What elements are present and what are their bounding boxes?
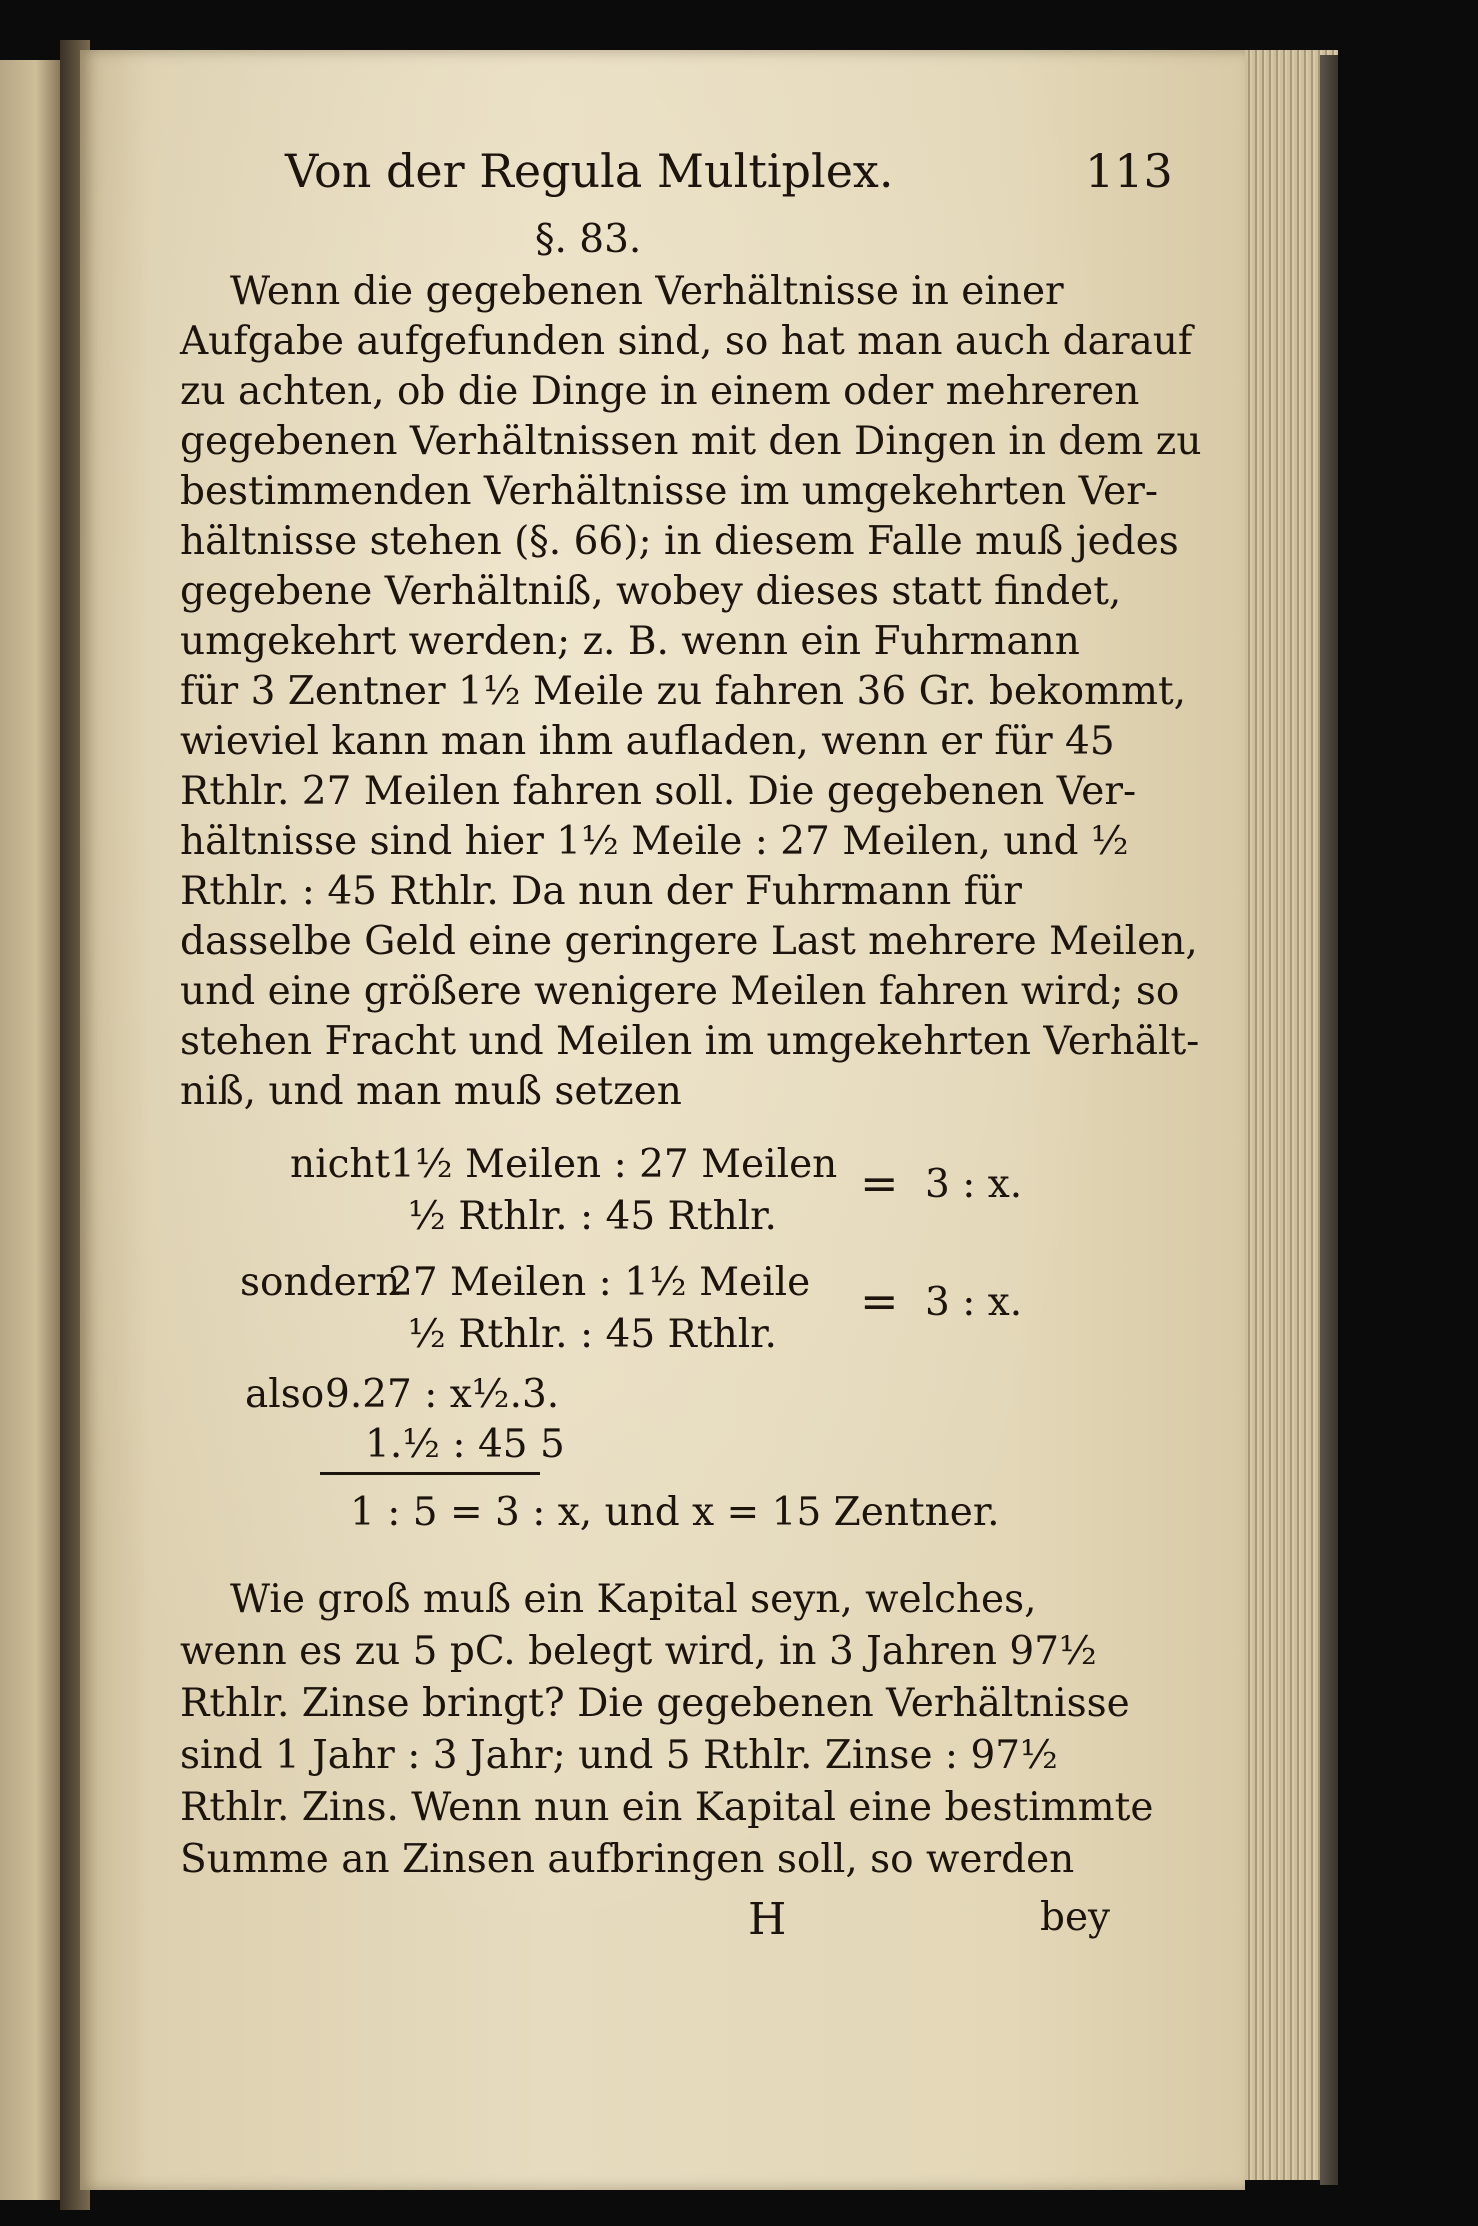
text-line: Wie groß muß ein Kapital seyn, welches, [230,1577,1037,1622]
reduction-result: 1 : 5 = 3 : x, und x = 15 Zentner. [350,1490,1000,1535]
text-line: dasselbe Geld eine geringere Last mehrere Meilen, [180,919,1198,964]
reduction-lead: also [245,1372,325,1417]
book-page [80,50,1245,2190]
proportion-lead: sondern [240,1260,401,1305]
proportion-row: ½ Rthlr. : 45 Rthlr. [408,1312,777,1357]
proportion-result: 3 : x. [925,1162,1023,1207]
reduction-row: 1.½ : 45 5 [365,1422,565,1467]
text-line: hältnisse sind hier 1½ Meile : 27 Meilen, und ½ [180,819,1129,864]
text-line: und eine größere wenigere Meilen fahren wird; so [180,969,1180,1014]
text-line: Summe an Zinsen aufbringen soll, so werden [180,1837,1075,1882]
equals-sign: = [860,1156,899,1210]
text-line: zu achten, ob die Dinge in einem oder mehreren [180,369,1140,414]
proportion-lead: nicht [290,1142,391,1187]
text-line: Rthlr. Zins. Wenn nun ein Kapital eine bestimmte [180,1785,1154,1830]
proportion-result: 3 : x. [925,1280,1023,1325]
text-line: gegebene Verhältniß, wobey dieses statt findet, [180,569,1122,614]
page-number: 113 [1085,144,1173,198]
text-line: sind 1 Jahr : 3 Jahr; und 5 Rthlr. Zinse : 97½ [180,1733,1058,1778]
section-number: §. 83. [535,217,642,262]
text-line: wieviel kann man ihm aufladen, wenn er für 45 [180,719,1115,764]
text-line: wenn es zu 5 pC. belegt wird, in 3 Jahren 97½ [180,1629,1097,1674]
proportion-row: 1½ Meilen : 27 Meilen [390,1142,838,1187]
text-line: Rthlr. : 45 Rthlr. Da nun der Fuhrmann für [180,869,1022,914]
signature-mark: H [748,1894,787,1945]
text-line: niß, und man muß setzen [180,1069,682,1114]
reduction-row: 9.27 : x½.3. [325,1372,560,1417]
text-line: Aufgabe aufgefunden sind, so hat man auch darauf [180,319,1193,364]
text-line: hältnisse stehen (§. 66); in diesem Falle muß jedes [180,519,1179,564]
cover-edge [1320,55,1338,2185]
text-line: gegebenen Verhältnissen mit den Dingen in dem zu [180,419,1202,464]
text-line: Rthlr. Zinse bringt? Die gegebenen Verhältnisse [180,1681,1130,1726]
text-line: Rthlr. 27 Meilen fahren soll. Die gegebenen Ver- [180,769,1137,814]
proportion-row: 27 Meilen : 1½ Meile [388,1260,811,1305]
catchword: bey [1040,1895,1111,1940]
text-line: Wenn die gegebenen Verhältnisse in einer [230,269,1064,314]
text-line: umgekehrt werden; z. B. wenn ein Fuhrmann [180,619,1080,664]
facing-page-edge [0,60,60,2200]
text-line: für 3 Zentner 1½ Meile zu fahren 36 Gr. bekommt, [180,669,1187,714]
running-title: Von der Regula Multiplex. [285,144,894,198]
proportion-row: ½ Rthlr. : 45 Rthlr. [408,1194,777,1239]
text-line: bestimmenden Verhältnisse im umgekehrten Ver- [180,469,1159,514]
reduction-rule [320,1472,540,1475]
equals-sign: = [860,1274,899,1328]
text-line: stehen Fracht und Meilen im umgekehrten Verhält- [180,1019,1200,1064]
